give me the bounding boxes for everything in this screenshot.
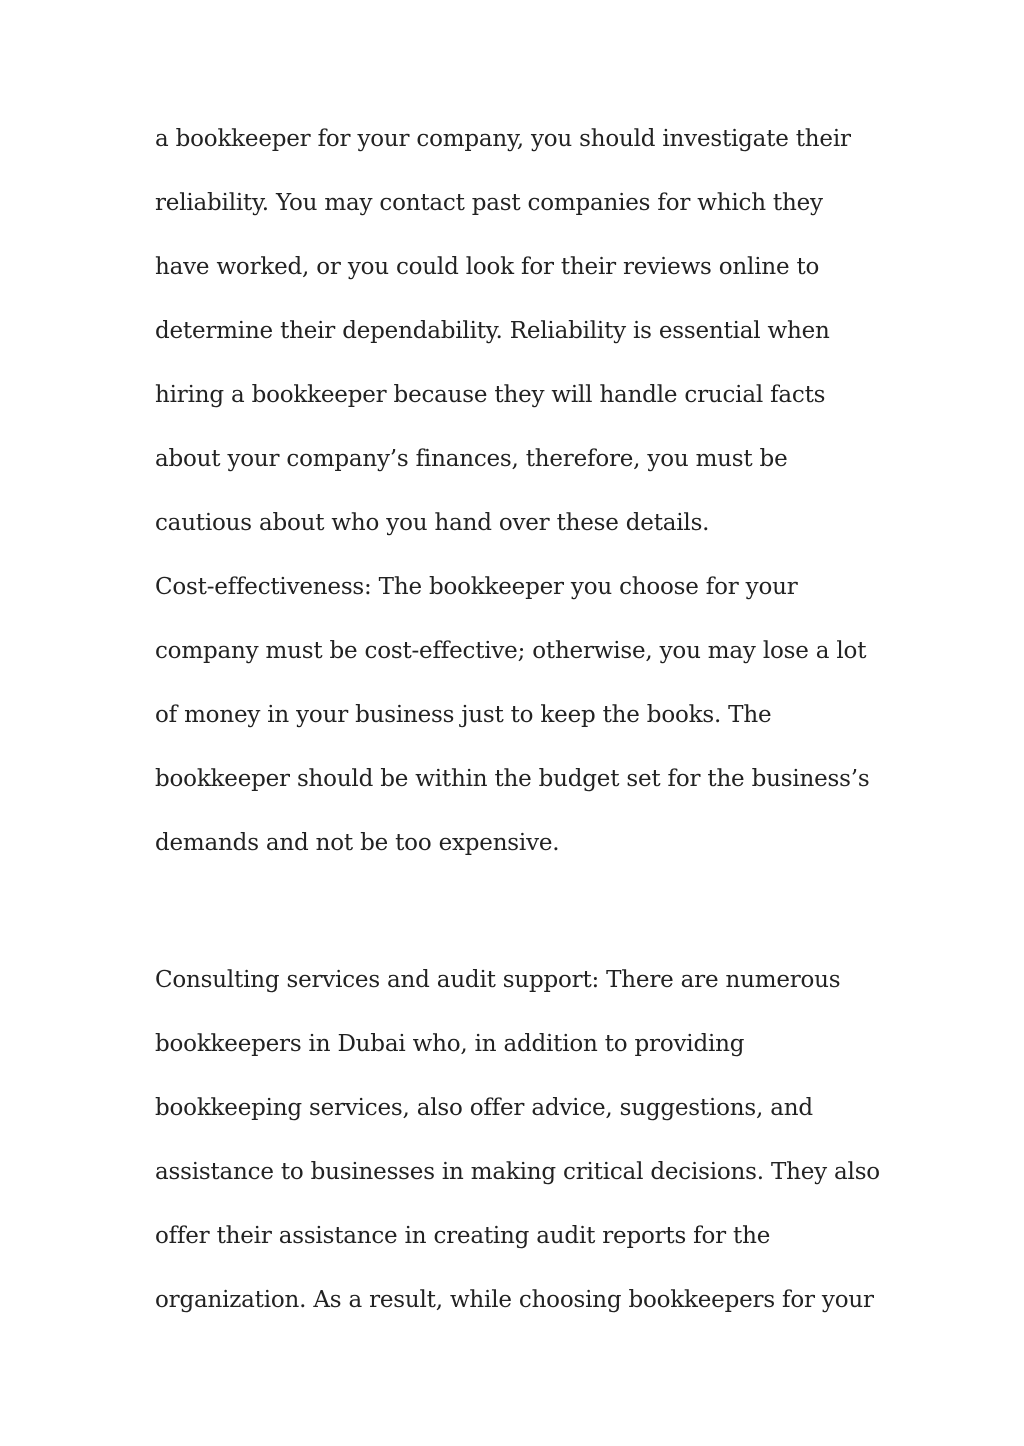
text-line: hiring a bookkeeper because they will handle crucial facts	[155, 382, 826, 408]
text-line: Consulting services and audit support: There are numerous	[155, 967, 841, 993]
text-line: reliability. You may contact past companies for which they	[155, 190, 823, 216]
paragraph-consulting-audit	[155, 959, 895, 1343]
text-line: organization. As a result, while choosing bookkeepers for your	[155, 1287, 874, 1313]
text-line: bookkeepers in Dubai who, in addition to providing	[155, 1031, 745, 1057]
text-line: about your company’s finances, therefore, you must be	[155, 446, 788, 472]
text-line: assistance to businesses in making critical decisions. They also	[155, 1159, 880, 1185]
text-line: bookkeeping services, also offer advice, suggestions, and	[155, 1095, 813, 1121]
text-line: offer their assistance in creating audit reports for the	[155, 1223, 771, 1249]
paragraph-reliability-cost	[155, 118, 895, 886]
text-line: of money in your business just to keep the books. The	[155, 702, 772, 728]
text-line: a bookkeeper for your company, you should investigate their	[155, 126, 851, 152]
text-line: have worked, or you could look for their reviews online to	[155, 254, 820, 280]
text-line: company must be cost-effective; otherwise, you may lose a lot	[155, 638, 867, 664]
text-line: cautious about who you hand over these details.	[155, 510, 710, 536]
text-line: Cost-effectiveness: The bookkeeper you choose for your	[155, 574, 798, 600]
text-line: determine their dependability. Reliability is essential when	[155, 318, 830, 344]
text-line: demands and not be too expensive.	[155, 830, 560, 856]
text-line: bookkeeper should be within the budget set for the business’s	[155, 766, 870, 792]
